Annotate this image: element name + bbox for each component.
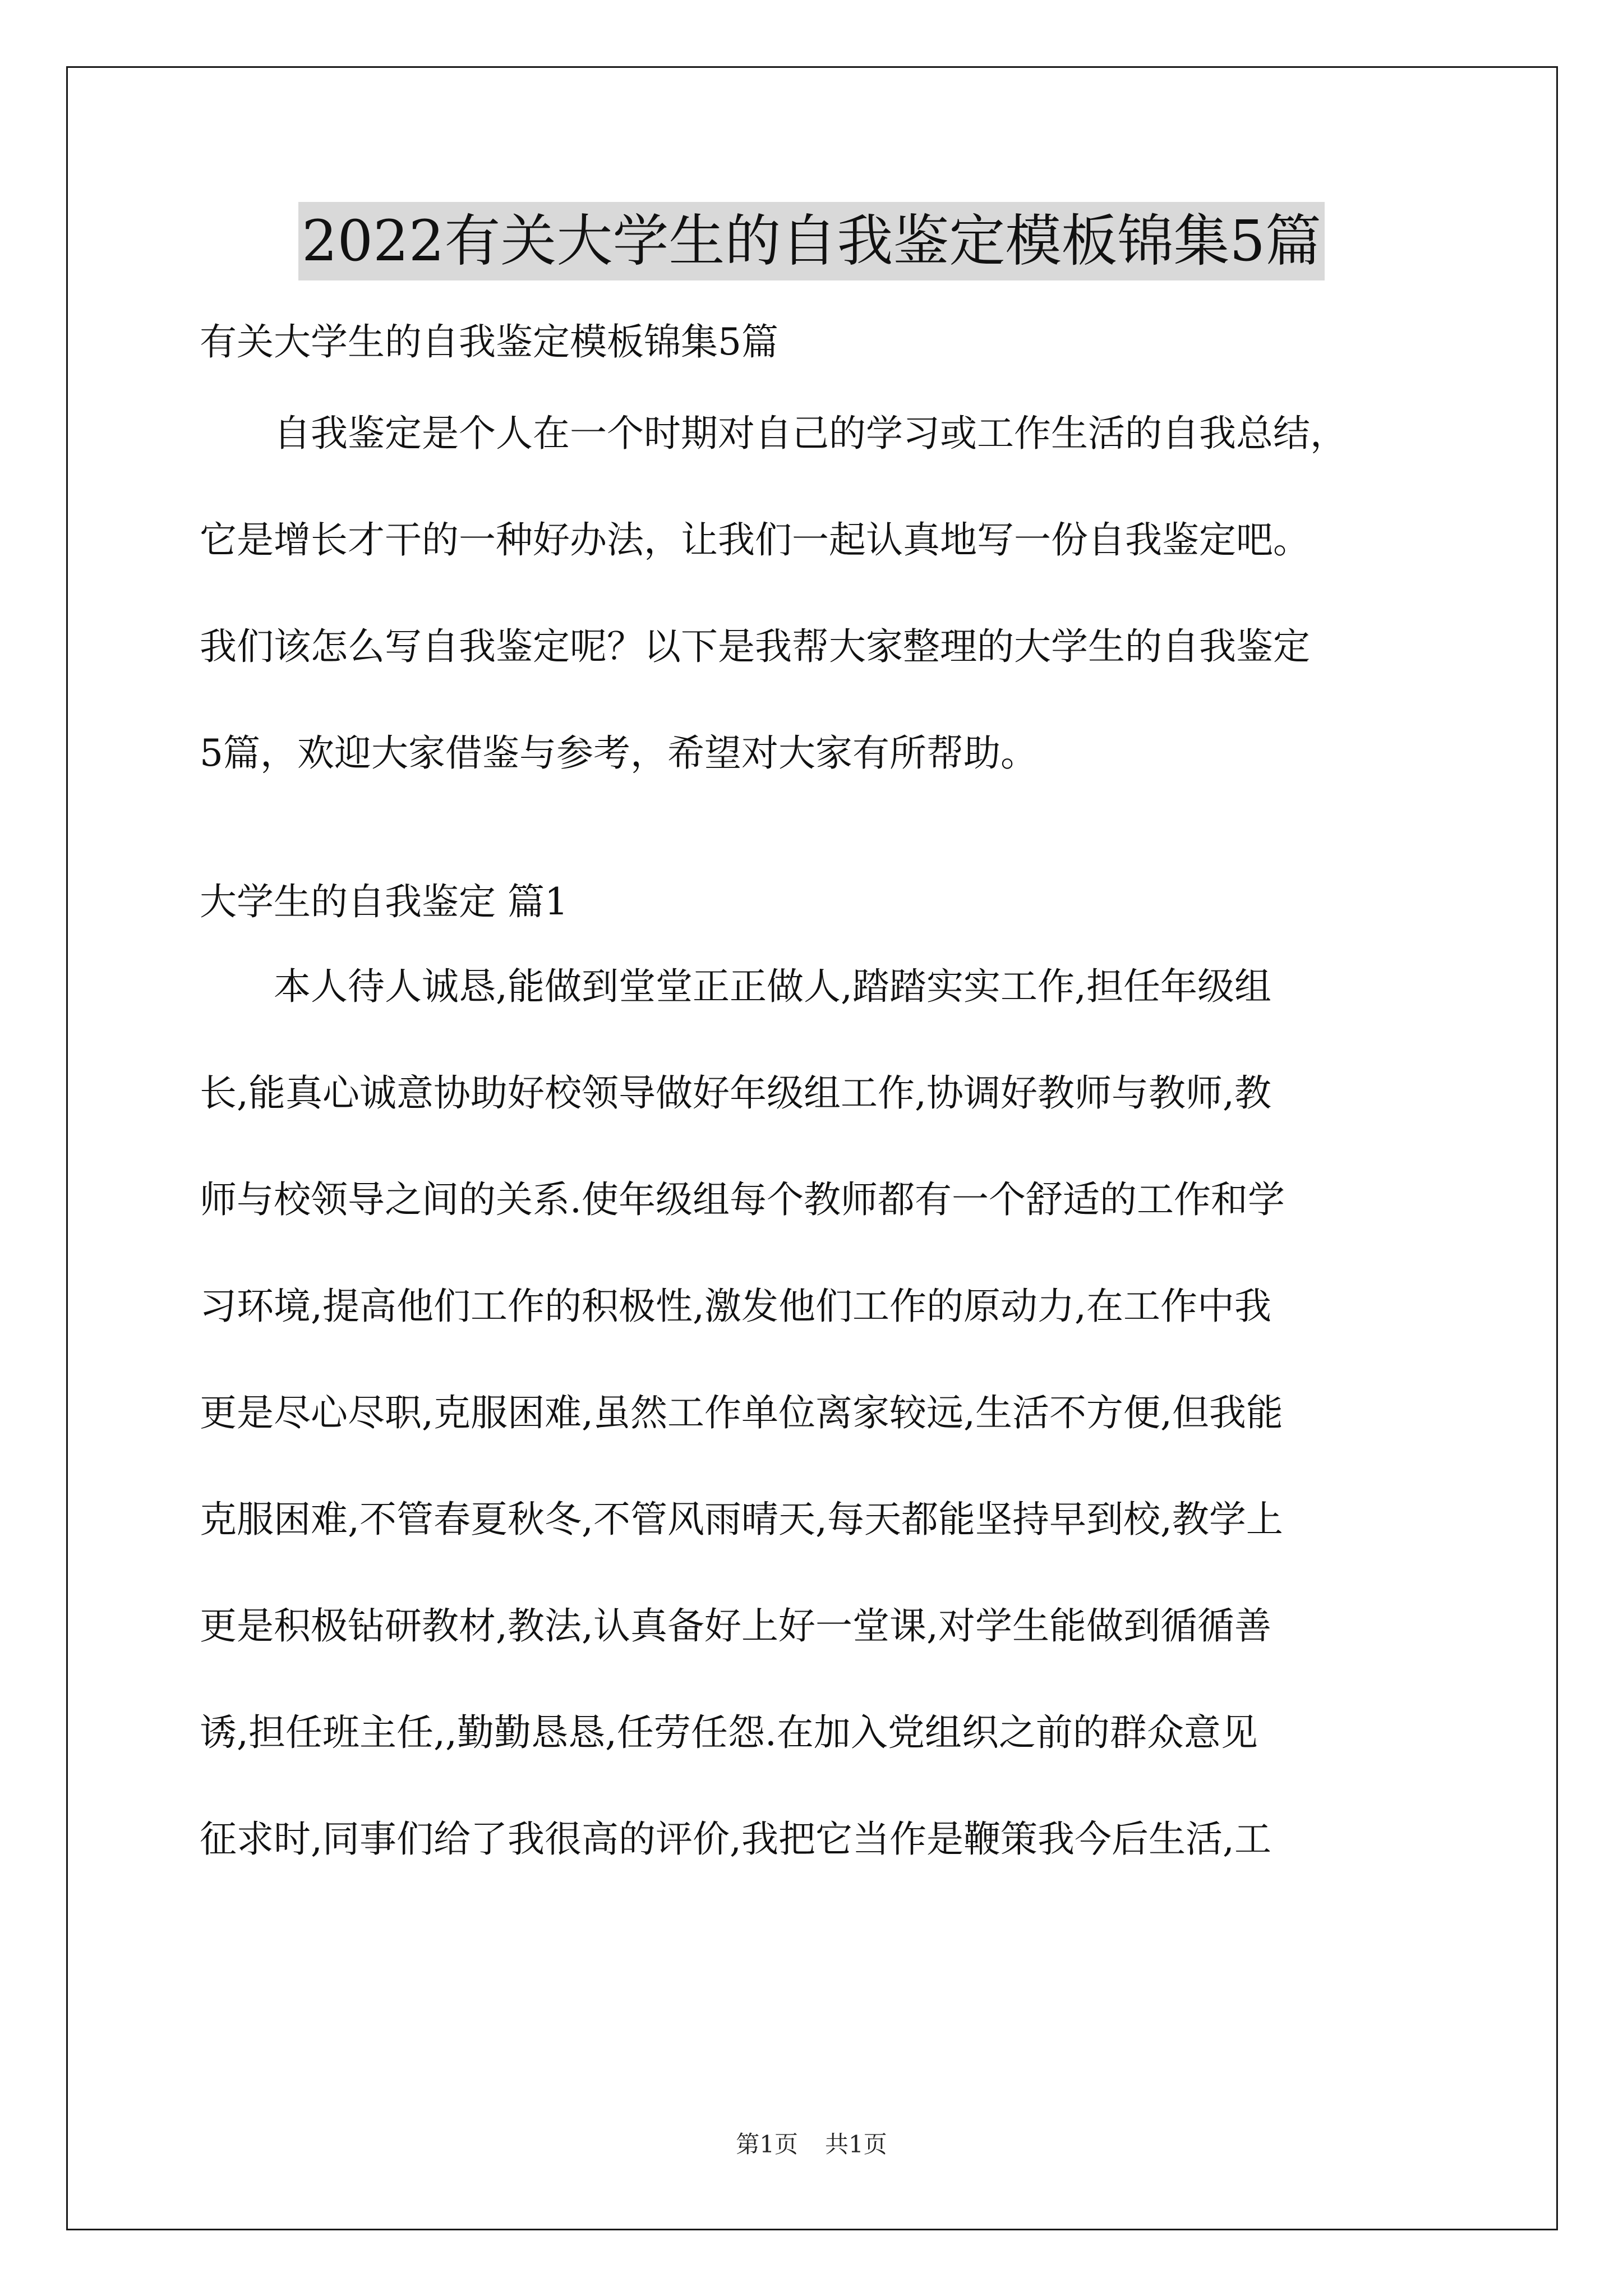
body-line: 诱,担任班主任,,勤勤恳恳,任劳任怨.在加入党组织之前的群众意见	[200, 1711, 1258, 1754]
body-line: 更是积极钻研教材,教法,认真备好上好一堂课,对学生能做到循循善	[200, 1604, 1271, 1648]
intro-line: 它是增长才干的一种好办法，让我们一起认真地写一份自我鉴定吧。	[200, 518, 1310, 562]
body-line: 征求时,同事们给了我很高的评价,我把它当作是鞭策我今后生活,工	[200, 1818, 1271, 1861]
body-line: 克服困难,不管春夏秋冬,不管风雨晴天,每天都能坚持早到校,教学上	[200, 1498, 1283, 1541]
intro-line: 我们该怎么写自我鉴定呢？以下是我帮大家整理的大学生的自我鉴定	[200, 625, 1310, 668]
body-line: 师与校领导之间的关系.使年级组每个教师都有一个舒适的工作和学	[200, 1178, 1285, 1221]
document-subtitle: 有关大学生的自我鉴定模板锦集5篇	[200, 320, 778, 364]
section-heading: 大学生的自我鉴定 篇1	[200, 880, 568, 923]
body-line: 长,能真心诚意协助好校领导做好年级组工作,协调好教师与教师,教	[200, 1071, 1271, 1115]
document-body	[200, 314, 1428, 1893]
page-footer	[0, 2126, 1623, 2160]
intro-line: 5篇，欢迎大家借鉴与参考，希望对大家有所帮助。	[200, 731, 1038, 775]
document-title: 2022有关大学生的自我鉴定模板锦集5篇	[298, 202, 1325, 280]
body-paragraph	[200, 933, 1428, 1893]
intro-line: 自我鉴定是个人在一个时期对自己的学习或工作生活的自我总结，	[274, 412, 1347, 455]
title-container	[0, 202, 1623, 280]
page-number: 第1页	[736, 2131, 798, 2158]
intro-paragraph	[200, 380, 1428, 807]
body-line: 本人待人诚恳,能做到堂堂正正做人,踏踏实实工作,担任年级组	[274, 965, 1271, 1008]
page-total: 共1页	[825, 2131, 887, 2158]
body-line: 习环境,提高他们工作的积极性,激发他们工作的原动力,在工作中我	[200, 1285, 1271, 1328]
body-line: 更是尽心尽职,克服困难,虽然工作单位离家较远,生活不方便,但我能	[200, 1391, 1283, 1434]
